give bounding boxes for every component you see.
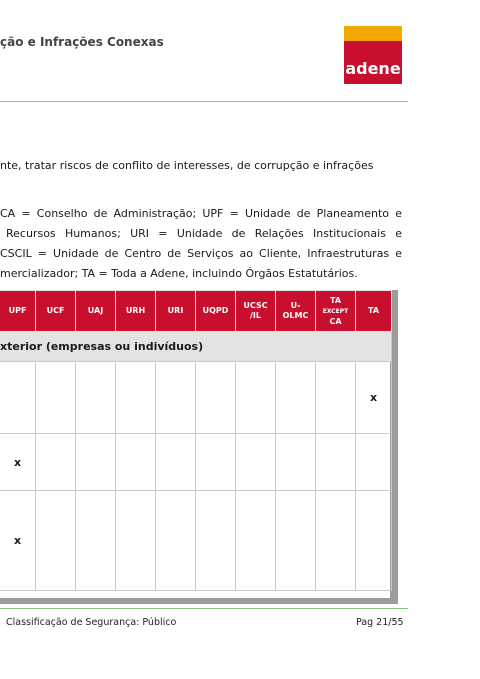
table-cell [36,491,76,591]
table-section-row [0,332,392,362]
table-cell [116,491,156,591]
table-cell [196,434,236,491]
table-cell [36,434,76,491]
column-header: UPF [0,291,36,332]
table-cell [236,362,276,434]
responsibility-table [0,290,392,591]
column-header-line: UCSC [243,301,268,310]
table-shadow-bottom [0,598,398,604]
column-header [316,291,356,332]
paragraph-line: CA = Conselho de Administração; UPF = Unidade de Planeamento e [0,207,402,220]
table-cell-mark: x [0,491,36,591]
table-header-row [0,291,392,332]
table-row [0,491,392,591]
logo-text: adene [345,59,401,78]
table-cell [116,362,156,434]
logo-accent-bar [344,26,402,41]
table-cell [196,362,236,434]
table-cell [316,362,356,434]
section-label [0,332,392,362]
header-title: ção e Infrações Conexas [0,35,164,49]
paragraph-legend [0,204,402,284]
paragraph-line: Recursos Humanos; URI = Unidade de Relações Institucionais e [6,227,402,240]
column-header-line: OLMC [282,311,309,320]
column-header: UAJ [76,291,116,332]
table-cell [76,362,116,434]
table-cell [76,434,116,491]
paragraph-line: nte, tratar riscos de conflito de interesses, de corrupção e infrações [0,159,374,172]
table-cell [316,434,356,491]
column-header [236,291,276,332]
column-header: TA [356,291,392,332]
table-cell [356,491,392,591]
footer-page-number: Pag 21/55 [356,617,404,628]
paragraph-line: CSCIL = Unidade de Centro de Serviços ao Cliente, Infraestruturas e [0,247,402,260]
header-divider [0,101,408,102]
table-cell [76,491,116,591]
adene-logo [344,26,402,84]
column-header: URH [116,291,156,332]
column-header-line: EXCEPT [322,307,349,315]
column-header: URI [156,291,196,332]
table-cell [276,491,316,591]
table-cell [0,362,36,434]
table-cell [356,434,392,491]
table-cell [276,434,316,491]
table-cell [156,491,196,591]
table-cell [236,491,276,591]
table-cell [116,434,156,491]
column-header-line: TA [329,295,342,305]
paragraph-intro [0,156,402,176]
table-cell [196,491,236,591]
table-row [0,434,392,491]
column-header-line: U- [290,301,301,310]
table-cell [36,362,76,434]
table-cell-mark: x [0,434,36,491]
section-label-text: xterior (empresas ou indivíduos) [0,340,204,353]
column-header-line: /IL [250,311,261,320]
column-header: UQPD [196,291,236,332]
footer-classification: Classificação de Segurança: Público [6,617,177,628]
paragraph-line: mercializador; TA = Toda a Adene, incluindo Órgãos Estatutários. [0,267,358,280]
table-cell [316,491,356,591]
column-header-line: CA [329,316,342,326]
footer-divider [0,608,408,609]
table-cell [236,434,276,491]
table-cell-mark: x [356,362,392,434]
table-cell [276,362,316,434]
column-header [276,291,316,332]
table-cell [156,434,196,491]
table-cell [156,362,196,434]
table-row [0,362,392,434]
column-header: UCF [36,291,76,332]
